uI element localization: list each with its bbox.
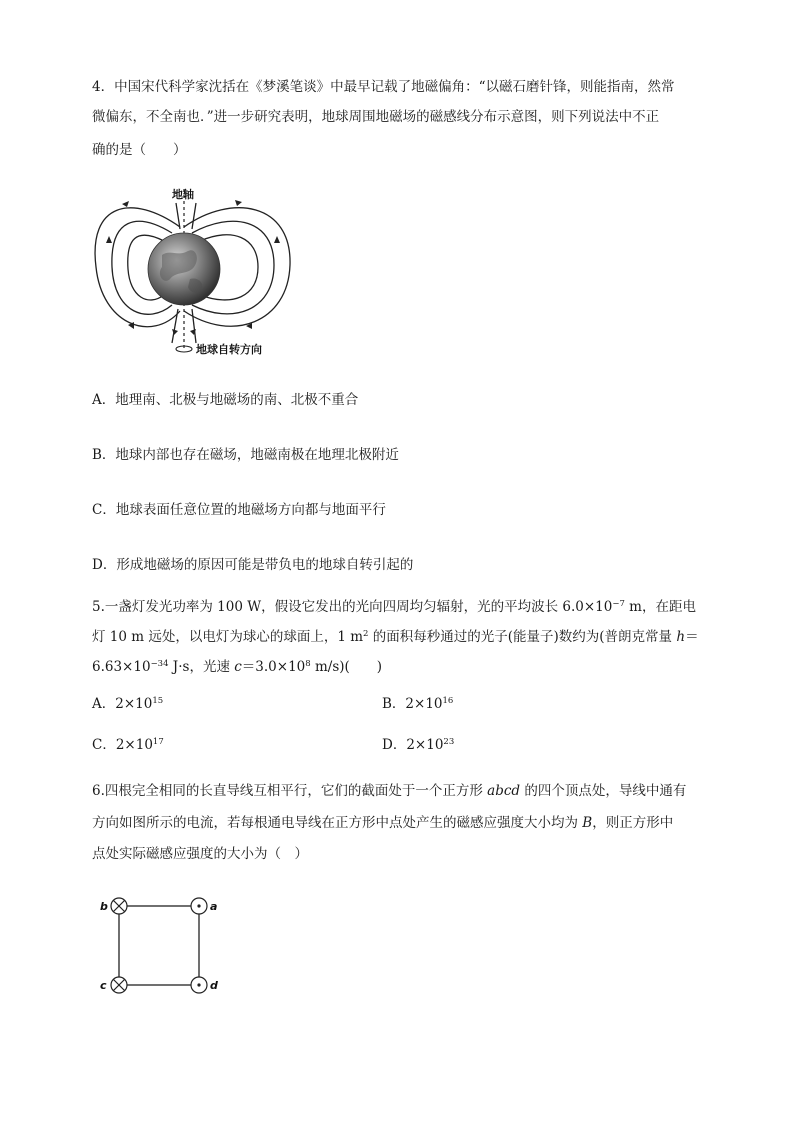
q6-stem-line3: 点处实际磁感应强度的大小为（ ） (92, 846, 308, 862)
q5-stem-line3: $6.63\times 10^{-34}$ J·s，光速 $c=3.0\times 10^8$ m/s)( ) (92, 659, 383, 675)
q4-option-d: D．形成地磁场的原因可能是带负电的地球自转引起的 (92, 557, 414, 573)
q5-option-a: A．$2\times 10^{15}$ (92, 696, 164, 712)
label-c: c (100, 979, 107, 992)
axis-label: 地轴 (172, 188, 194, 201)
q6-stem-line2: 方向如图所示的电流，若每根通电导线在正方形中点处产生的磁感应强度大小均为 B，则正方形中 (92, 815, 674, 831)
wire-c-into-page-icon (111, 977, 127, 993)
wire-a-out-of-page-icon (191, 898, 207, 914)
q5-option-d: D．$2\times 10^{23}$ (382, 737, 455, 753)
q4-option-a: A．地理南、北极与地磁场的南、北极不重合 (92, 392, 359, 408)
q4-option-c: C．地球表面任意位置的地磁场方向都与地面平行 (92, 502, 386, 518)
label-b: b (100, 900, 108, 913)
square-abcd (119, 906, 199, 985)
q4-stem-line2: 微偏东，不全南也．”进一步研究表明，地球周围地磁场的磁感线分布示意图，则下列说法中不正 (92, 109, 660, 125)
q4-stem-line1: 4．中国宋代科学家沈括在《梦溪笔谈》中最早记载了地磁偏角：“以磁石磨针锋，则能指南，然常 (92, 79, 675, 95)
q4-stem-line3: 确的是（ ） (92, 142, 187, 158)
q5-option-b: B．$2\times 10^{16}$ (382, 696, 454, 712)
earth-magnetic-field-figure (92, 183, 302, 358)
q5-stem-line1: 5.一盏灯发光功率为 100 W，假设它发出的光向四周均匀辐射，光的平均波长 $6.0\times 10^{-7}$ m，在距电 (92, 599, 696, 615)
label-a: a (210, 900, 218, 913)
label-d: d (210, 979, 218, 992)
q5-stem-line2: 灯 10 m 远处，以电灯为球心的球面上，1 $m^2$ 的面积每秒通过的光子(能量子)数约为(普朗克常量 h＝ (92, 629, 699, 645)
q4-option-b: B．地球内部也存在磁场，地磁南极在地理北极附近 (92, 447, 399, 463)
wire-d-out-of-page-icon (191, 977, 207, 993)
q6-stem-line1: 6.四根完全相同的长直导线互相平行，它们的截面处于一个正方形 abcd 的四个顶点处，导线中通有 (92, 783, 687, 799)
rotation-label: 地球自转方向 (196, 343, 262, 356)
wire-b-into-page-icon (111, 898, 127, 914)
square-wires-figure (92, 890, 242, 1000)
q5-option-c: C．$2\times 10^{17}$ (92, 737, 164, 753)
